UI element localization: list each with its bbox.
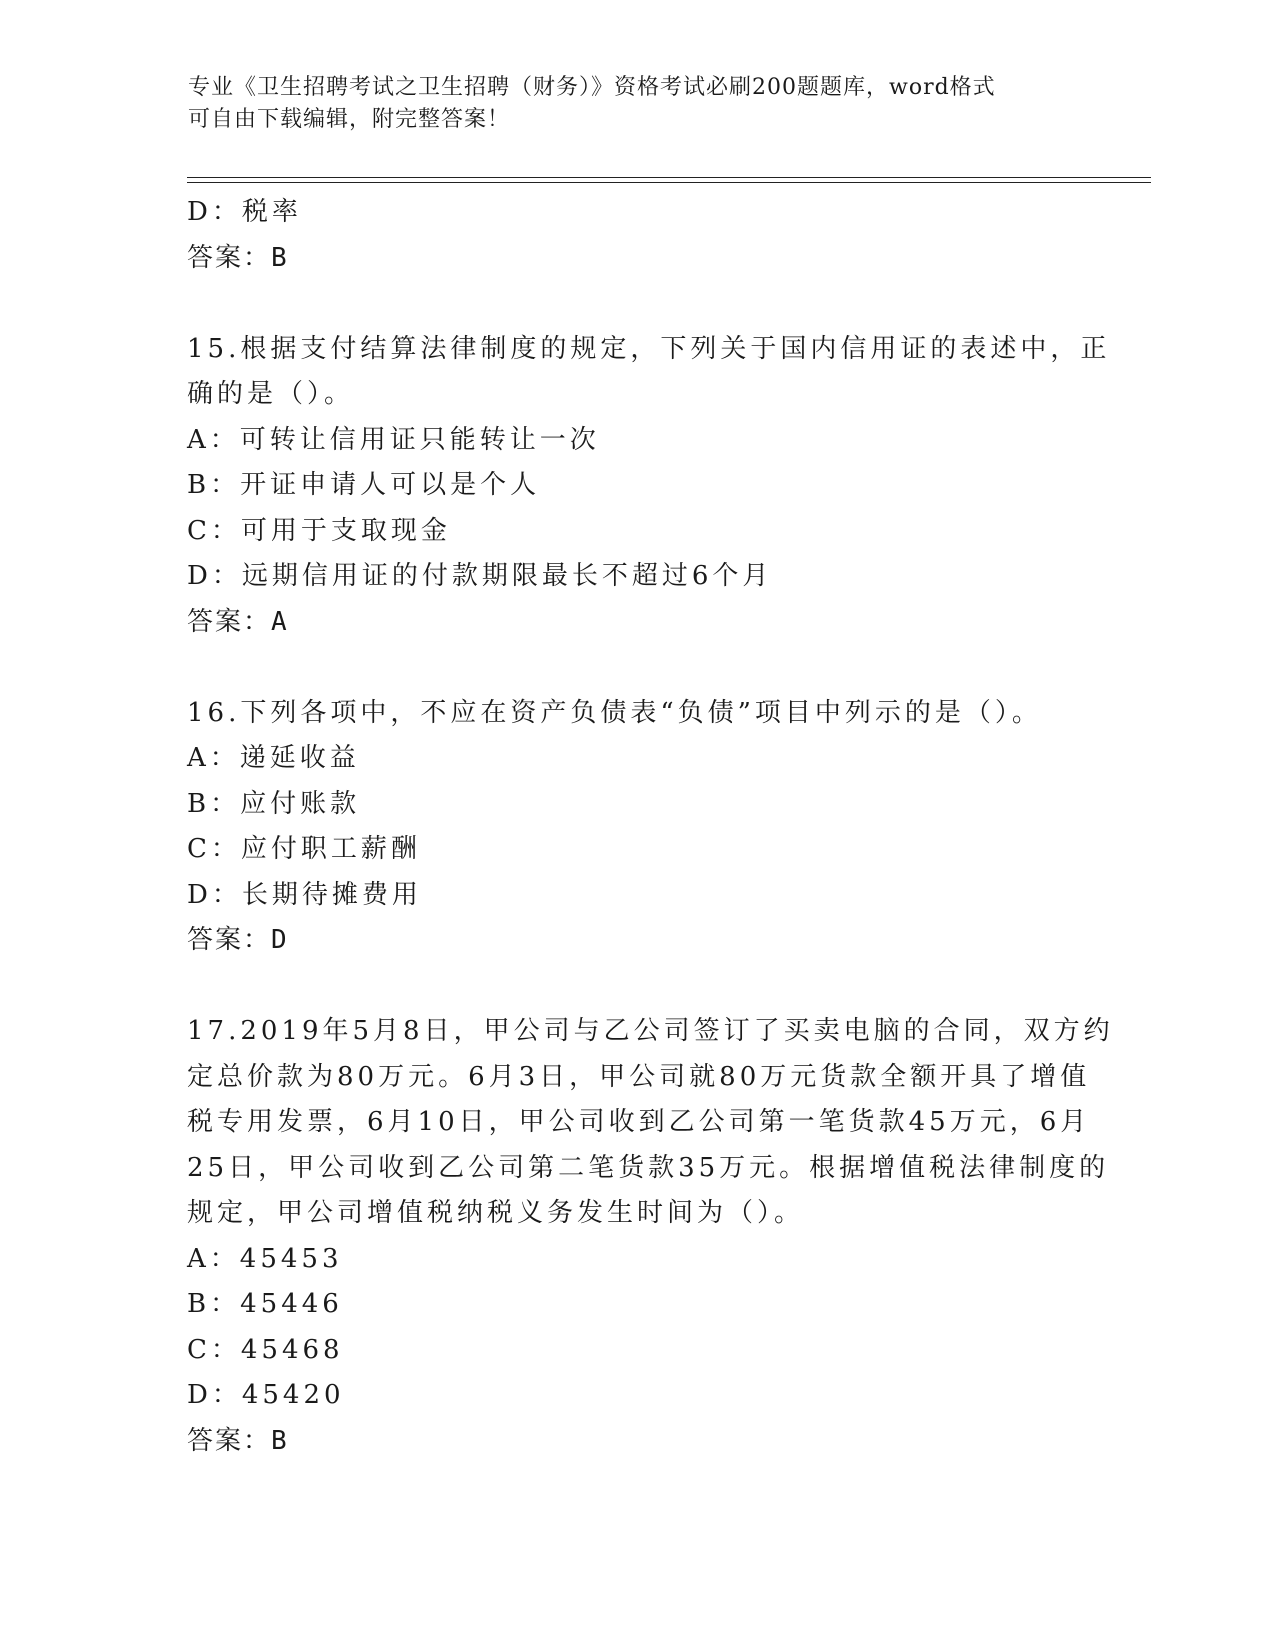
answer-label: 答案： xyxy=(187,1425,272,1456)
question-stem-line: 15.根据支付结算法律制度的规定，下列关于国内信用证的表述中，正 xyxy=(187,333,1111,364)
question-spacer xyxy=(187,281,1087,327)
answer-line xyxy=(187,600,1087,646)
question-spacer xyxy=(187,964,1087,1010)
answer-value: B xyxy=(271,242,289,273)
answer-label: 答案： xyxy=(187,606,272,637)
question-17 xyxy=(187,1009,1114,1464)
header-divider-bottom xyxy=(187,182,1151,183)
option-c: C：应付职工薪酬 xyxy=(187,834,421,864)
question-stem-line: 定总价款为80万元。6月3日，甲公司就80万元货款全额开具了增值 xyxy=(187,1061,1091,1092)
option-d: D：税率 xyxy=(187,197,302,227)
question-stem-line: 25日，甲公司收到乙公司第二笔货款35万元。根据增值税法律制度的 xyxy=(187,1152,1110,1183)
header-divider-top xyxy=(187,177,1151,178)
option-a: A：递延收益 xyxy=(187,743,360,773)
option-a: A：45453 xyxy=(187,1243,343,1274)
question-spacer xyxy=(187,645,1087,691)
answer-line xyxy=(187,918,1087,964)
header-title-line-1: 专业《卫生招聘考试之卫生招聘（财务）》资格考试必刷200题题库，word格式 xyxy=(188,75,996,100)
header-title-line-2: 可自由下载编辑，附完整答案！ xyxy=(188,107,511,132)
answer-label: 答案： xyxy=(187,925,272,955)
answer-label: 答案： xyxy=(187,242,272,273)
question-content xyxy=(187,190,1114,1464)
question-15 xyxy=(187,327,1111,646)
option-c: C：可用于支取现金 xyxy=(187,515,451,546)
document-header xyxy=(188,72,1088,136)
answer-value: B xyxy=(271,1425,289,1456)
question-stem-line: 税专用发票，6月10日，甲公司收到乙公司第一笔货款45万元，6月 xyxy=(187,1107,1091,1137)
option-d: D：45420 xyxy=(187,1380,345,1410)
question-stem-line: 16.下列各项中，不应在资产负债表“负债”项目中列示的是（）。 xyxy=(187,697,1042,728)
option-a: A：可转让信用证只能转让一次 xyxy=(187,424,600,455)
question-stem-line: 确的是（）。 xyxy=(187,379,355,409)
option-b: B：45446 xyxy=(187,1289,343,1319)
question-stem-line: 规定，甲公司增值税纳税义务发生时间为（）。 xyxy=(187,1198,805,1228)
question-stem-line: 17.2019年5月8日，甲公司与乙公司签订了买卖电脑的合同，双方约 xyxy=(187,1016,1114,1046)
option-d: D：长期待摊费用 xyxy=(187,879,422,910)
answer-line xyxy=(187,1419,1087,1465)
option-c: C：45468 xyxy=(187,1334,344,1365)
option-d: D：远期信用证的付款期限最长不超过6个月 xyxy=(187,561,773,591)
answer-value: A xyxy=(271,606,289,637)
option-b: B：开证申请人可以是个人 xyxy=(187,470,541,500)
question-16 xyxy=(187,691,1087,964)
answer-value: D xyxy=(271,925,289,955)
option-b: B：应付账款 xyxy=(187,788,361,819)
answer-line xyxy=(187,236,1087,282)
